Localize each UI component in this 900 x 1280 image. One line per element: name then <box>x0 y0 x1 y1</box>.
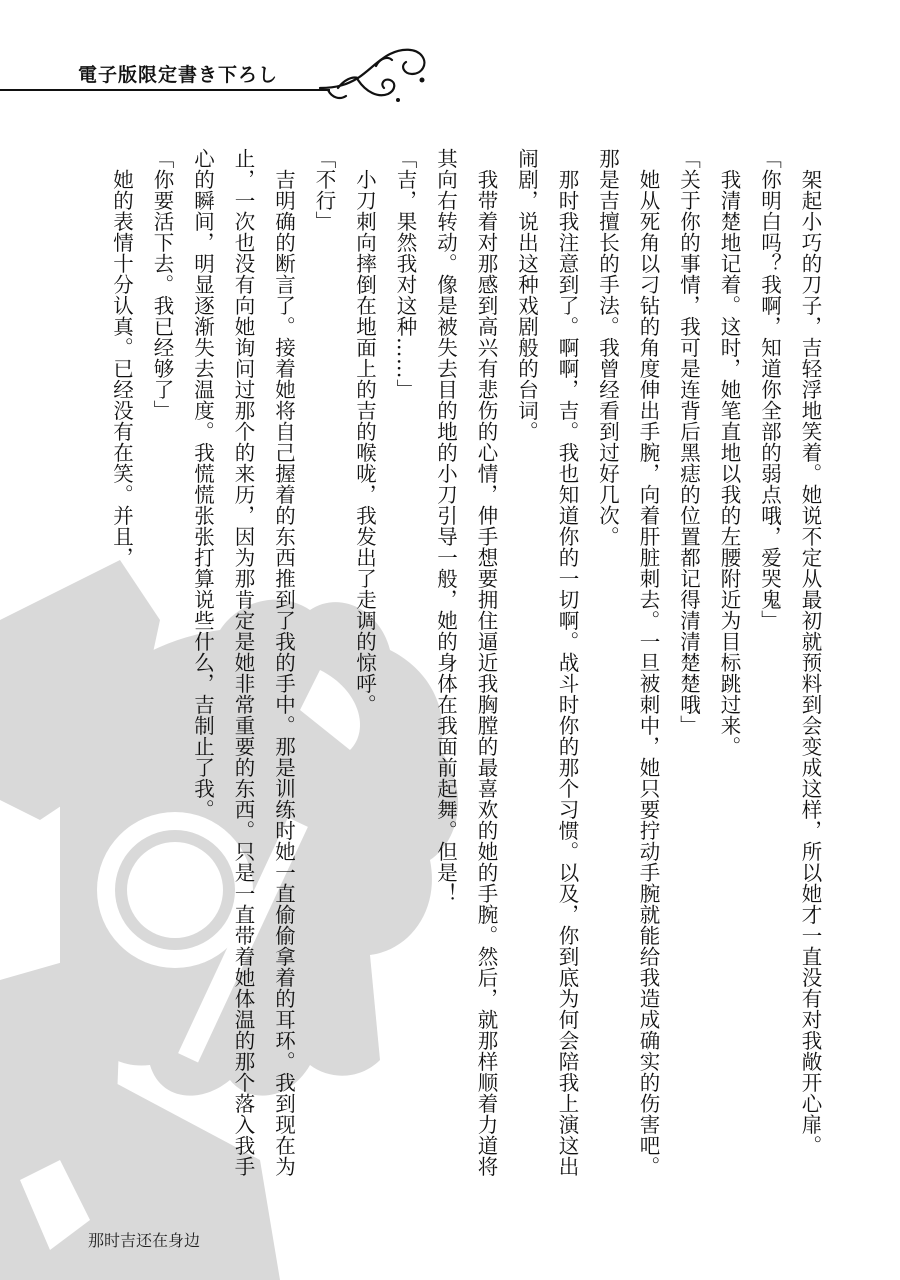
chapter-header <box>0 40 440 110</box>
paragraph: 「你要活下去。我已经够了」 <box>150 148 174 421</box>
paragraph: 「吉，果然我对这种……」 <box>393 148 417 400</box>
paragraph: 小刀刺向摔倒在地面上的吉的喉咙，我发出了走调的惊呼。 <box>352 148 377 715</box>
vertical-body-text <box>100 148 830 1188</box>
paragraph: 架起小巧的刀子，吉轻浮地笑着。她说不定从最初就预料到会变成这样，所以她才一直没有对我敞开心扉。 <box>798 148 822 1156</box>
paragraph: 我清楚地记着。这时，她笔直地以我的左腰附近为目标跳过来。 <box>717 148 741 757</box>
paragraph: 吉明确的断言了。接着她将自己握着的东西推到了我的手中。那是训练时她一直偷偷拿着的耳环。我到现在为止，一次也没有向她询问过那个的来历，因为那肯定是她非常重要的东西。只是一直带着她体温的那个落入我手心的瞬间，明显逐渐失去温度。我慌慌张张打算说些什么，吉制止了我。 <box>190 148 296 1177</box>
paragraph: 那时我注意到了。啊啊，吉。我也知道你的一切啊。战斗时你的那个习惯。以及，你到底为何会陪我上演这出闹剧，说出这种戏剧般的台词。 <box>514 148 579 1177</box>
paragraph: 「不行」 <box>312 148 336 232</box>
paragraph: 她从死角以刁钻的角度伸出手腕，向着肝脏刺去。一旦被刺中，她只要拧动手腕就能给我造成确实的伤害吧。那是吉擅长的手法。我曾经看到过好几次。 <box>595 148 660 1177</box>
header-title: 電子版限定書き下ろし <box>78 64 279 86</box>
header-rule <box>0 89 330 91</box>
paragraph: 她的表情十分认真。已经没有在笑。并且， <box>109 148 134 568</box>
paragraph: 我带着对那感到高兴有悲伤的心情，伸手想要拥住逼近我胸膛的最喜欢的她的手腕。然后，就那样顺着力道将其向右转动。像是被失去目的地的小刀引导一般，她的身体在我面前起舞。但是！ <box>433 148 498 1177</box>
scroll-flourish-icon <box>318 40 436 110</box>
paragraph: 「关于你的事情，我可是连背后黑痣的位置都记得清清楚楚哦」 <box>676 148 701 736</box>
running-footer: 那时吉还在身边 <box>88 1231 201 1250</box>
paragraph: 「你明白吗？我啊，知道你全部的弱点哦，爱哭鬼」 <box>757 148 782 631</box>
